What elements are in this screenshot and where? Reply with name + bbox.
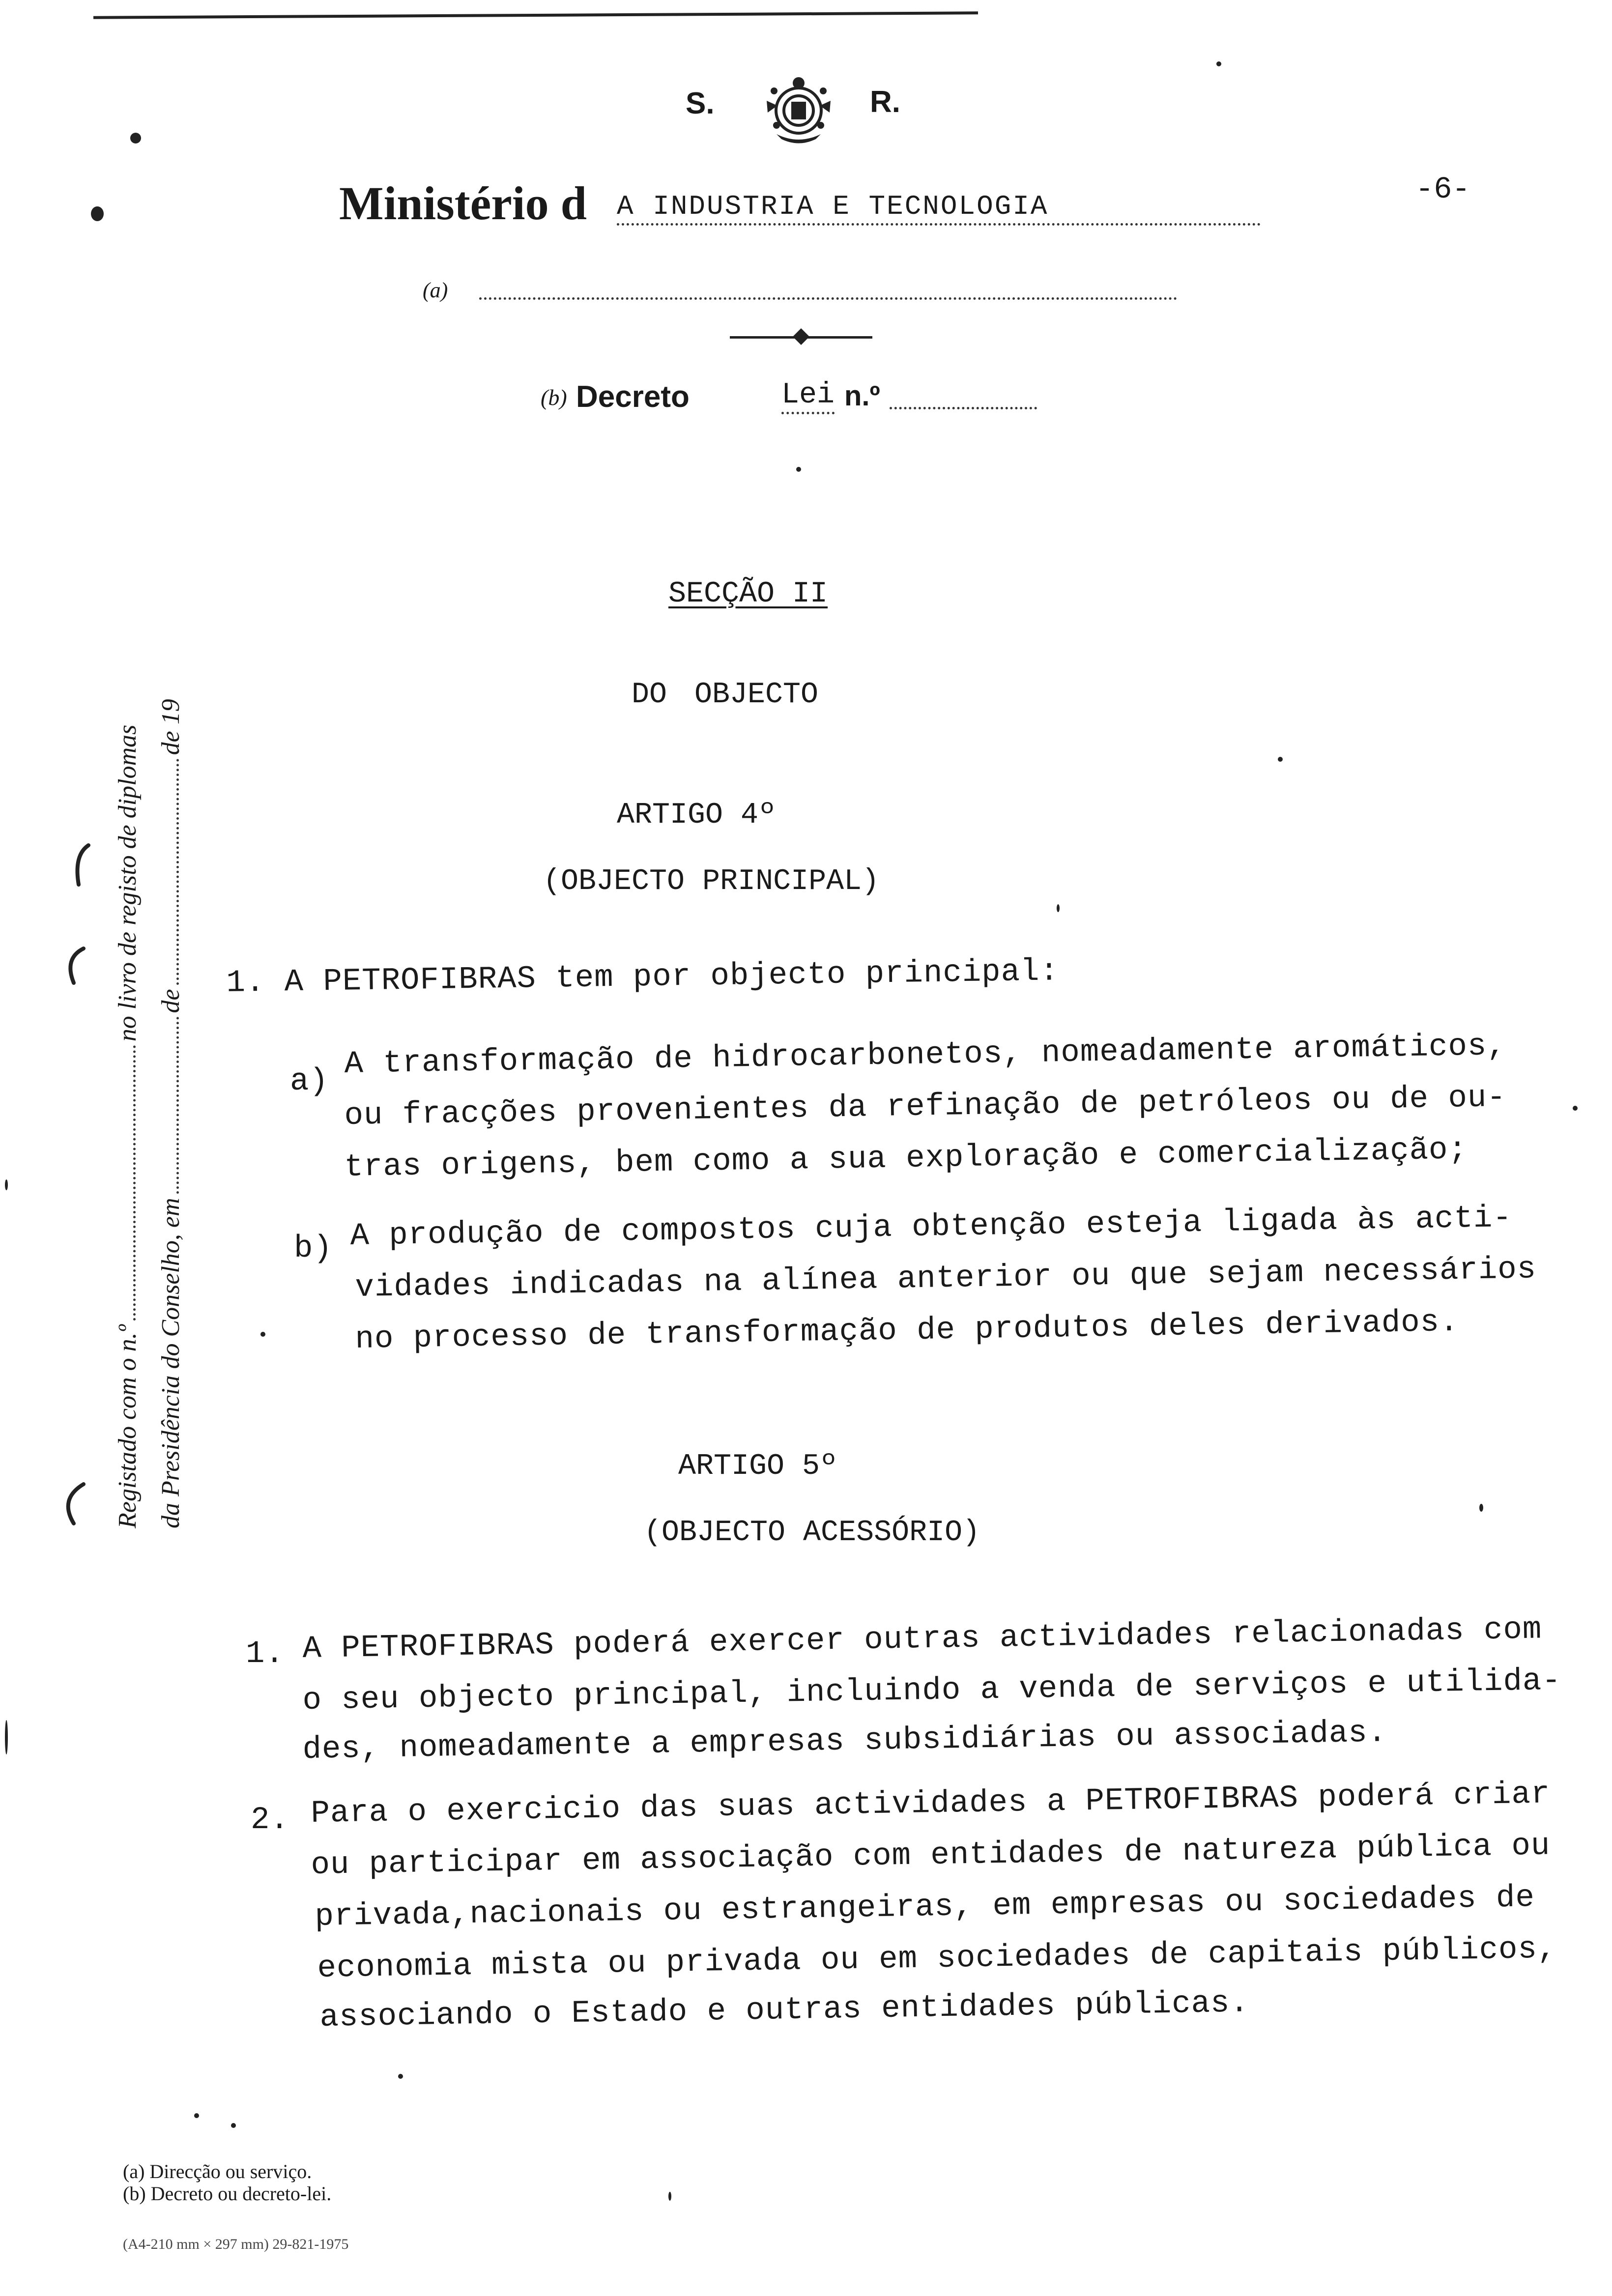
scan-speck [5, 1720, 8, 1754]
ministerio-label: Ministério d [339, 177, 587, 230]
article4-b-line1: A produção de compostos cuja obtenção esteja ligada às acti- [350, 1200, 1513, 1254]
scan-speck [1573, 1106, 1578, 1111]
article5-p1-marker: 1. [246, 1636, 285, 1672]
margin-registration-line2 [156, 699, 185, 1528]
article5-p2-line3: privada,nacionais ou estrangeiras, em empresas ou sociedades de [315, 1880, 1535, 1935]
margin-line2-text-a: da Presidência do Conselho, em [157, 1198, 185, 1528]
article4-a-marker: a) [290, 1064, 329, 1099]
margin-bracket-mark [54, 826, 108, 1528]
margin-line2-dots-b [176, 759, 179, 985]
decreto-suffix: n.º [844, 380, 880, 412]
scan-speck [1278, 757, 1283, 762]
article4-heading: ARTIGO 4º [617, 799, 777, 832]
margin-registration-line1 [113, 725, 142, 1528]
scan-speck [796, 467, 801, 472]
article4-a-line3: tras origens, bem como a sua exploração e comercialização; [344, 1132, 1468, 1185]
article4-para1: 1. A PETROFIBRAS tem por objecto principal: [226, 954, 1060, 1001]
article4-a-line2: ou fracções provenientes da refinação de petróleos ou de ou- [344, 1080, 1507, 1134]
footnote-format: (A4-210 mm × 297 mm) 29-821-1975 [123, 2236, 349, 2252]
article5-p1-line1: A PETROFIBRAS poderá exercer outras actividades relacionadas com [302, 1612, 1542, 1667]
scan-speck [1479, 1504, 1483, 1512]
scan-speck [194, 2113, 199, 2118]
article4-subheading: (OBJECTO PRINCIPAL) [543, 865, 880, 898]
scan-speck [130, 133, 141, 144]
margin-line1-text-a: Registado com o n.º [114, 1324, 142, 1528]
footnote-b: (b) Decreto ou decreto-lei. [123, 2182, 332, 2205]
margin-line2-dots-a [176, 1017, 179, 1194]
article4-b-line2: vidades indicadas na alínea anterior ou que sejam necessários [355, 1252, 1537, 1306]
article5-p2-line2: ou participar em associação com entidades de natureza pública ou [311, 1828, 1551, 1883]
scan-speck [231, 2123, 236, 2128]
scan-speck [1057, 904, 1060, 912]
article4-b-line3: no processo de transformação de produtos deles derivados. [355, 1304, 1460, 1357]
letterhead-r: R. [870, 85, 900, 119]
article5-p2-line4: economia mista ou privada ou em sociedades de capitais públicos, [317, 1931, 1557, 1986]
top-edge-line [93, 11, 978, 19]
margin-line1-text-b: no livro de registo de diplomas [114, 724, 142, 1042]
article5-p2-line1: Para o exercicio das suas actividades a PETROFIBRAS poderá criar [311, 1777, 1551, 1832]
ministerio-field: A INDUSTRIA E TECNOLOGIA [617, 191, 1261, 226]
decreto-number-field [890, 398, 1037, 409]
margin-line1-dots [133, 1045, 136, 1320]
article5-p2-marker: 2. [251, 1803, 289, 1838]
article4-a-line1: A transformação de hidrocarbonetos, nomeadamente aromáticos, [344, 1028, 1507, 1082]
divider-diamond [793, 328, 809, 345]
scan-speck [1216, 61, 1221, 66]
coat-of-arms-icon [747, 71, 850, 150]
margin-line2-text-c: de 19 [157, 699, 185, 755]
line-a-marker: (a) [423, 278, 448, 302]
section-title: SECÇÃO II [668, 577, 828, 611]
article4-b-marker: b) [294, 1231, 333, 1266]
page-number: -6- [1415, 172, 1470, 207]
scan-speck [91, 206, 104, 221]
article5-subheading: (OBJECTO ACESSÓRIO) [644, 1516, 980, 1550]
letterhead-s: S. [686, 86, 715, 120]
article5-p1-line3: des, nomeadamente a empresas subsidiárias ou associadas. [302, 1715, 1387, 1768]
scan-speck [668, 2192, 671, 2201]
scan-speck [5, 1179, 8, 1190]
decreto-label: Decreto [576, 380, 690, 414]
decreto-fill: Lei [781, 378, 835, 414]
footnote-a: (a) Direcção ou serviço. [123, 2160, 312, 2182]
line-a-field [479, 287, 1177, 300]
article5-p2-line5: associando o Estado e outras entidades públicas. [319, 1985, 1250, 2036]
decreto-marker: (b) [541, 385, 567, 410]
section-subtitle: DO OBJECTO [632, 678, 819, 712]
article5-heading: ARTIGO 5º [678, 1450, 838, 1483]
margin-line2-text-b: de [157, 989, 185, 1013]
scan-speck [260, 1332, 265, 1337]
scan-speck [398, 2074, 403, 2079]
article5-p1-line2: o seu objecto principal, incluindo a venda de serviços e utilida- [302, 1663, 1562, 1719]
